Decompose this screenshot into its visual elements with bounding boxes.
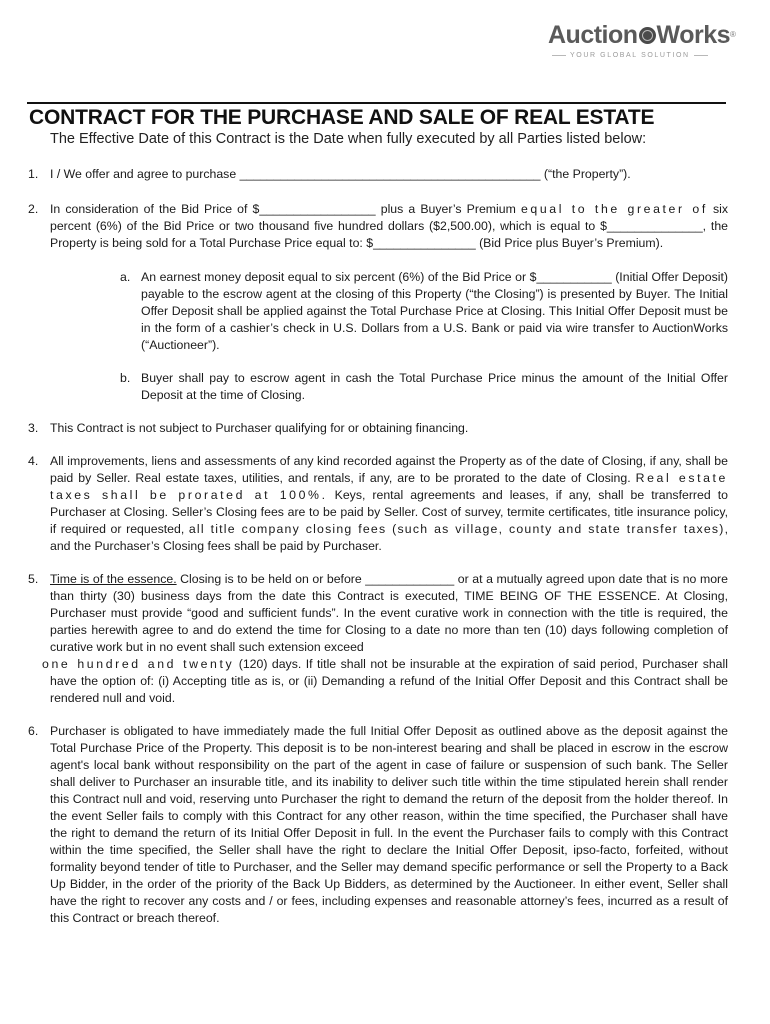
clause-6 — [28, 723, 728, 927]
clause-text: I / We offer and agree to purchase ____________________________________________ (“the Property”). — [50, 167, 631, 181]
clause-text: , and the Purchaser’s Closing fees shall be paid by Purchaser. — [50, 522, 728, 553]
globe-icon — [639, 27, 656, 44]
document-title: CONTRACT FOR THE PURCHASE AND SALE OF REAL ESTATE — [29, 106, 655, 129]
clause-text: In consideration of the Bid Price of $_________________ plus a Buyer’s Premium — [50, 202, 521, 216]
tagline-line — [694, 55, 708, 56]
clause-text: (120) days. If title shall not be insurable at the expiration of said period, Purchaser shall have the option of: (i) Accepting title as is, or (ii) Demanding a refund of the Initial Offer Deposit and this Contract shall be rendered null and void. — [50, 657, 728, 705]
document-subtitle: The Effective Date of this Contract is the Date when fully executed by all Parties listed below: — [50, 131, 647, 147]
clause-spaced-text: all title company closing fees (such as village, county and state transfer taxes) — [188, 522, 725, 536]
logo-name-part: Auction — [548, 21, 638, 49]
auctionworks-logo — [548, 21, 736, 59]
clause-spaced-text: one hundred and twenty — [42, 657, 235, 671]
clause-text: Keys, rental agreements and leases, if any, shall be transferred to Purchaser at Closing. Seller’s Closing fees are to be paid by Seller. Cost of survey, termite certificates, title insurance policy, if required or requested, — [50, 488, 728, 536]
clause-2b — [28, 370, 728, 404]
logo-name-part: Works — [656, 21, 730, 49]
clause-3 — [28, 420, 728, 437]
clause-1 — [28, 166, 728, 183]
clause-text: An earnest money deposit equal to six percent (6%) of the Bid Price or $___________ (Initial Offer Deposit) payable to the escrow agent at the closing of this Property (“the Closing”) is presented by Buyer. The Initial Offer Deposit shall be applied against the Total Purchase Price at Closing. This Initial Offer Deposit must be in the form of a cashier’s check in U.S. Dollars from a U.S. Bank or paid via wire transfer to AuctionWorks (“Auctioneer”). — [141, 270, 728, 352]
clause-number: 5. — [28, 572, 39, 586]
clause-text: six percent (6%) of the Bid Price or two thousand five hundred dollars ($2,500.00), which is equal to $______________, the Property is being sold for a Total Purchase Price equal to: $_______________ (Bid Price plus Buyer’s Premium). — [50, 202, 728, 250]
clause-heading: Time is of the essence. — [50, 572, 177, 586]
clause-number: 4. — [28, 454, 39, 468]
title-rule — [27, 102, 726, 104]
contract-clauses — [28, 166, 728, 927]
clause-number: 3. — [28, 421, 39, 435]
clause-text: Buyer shall pay to escrow agent in cash the Total Purchase Price minus the amount of the Initial Offer Deposit at the time of Closing. — [141, 371, 728, 402]
clause-spaced-text: equal to the greater of — [520, 202, 708, 216]
clause-number: 2. — [28, 202, 39, 216]
clause-text: Purchaser is obligated to have immediately made the full Initial Offer Deposit as outlined above as the deposit against the Total Purchase Price of the Property. This deposit is to be non-interest bearing and shall be placed in escrow in the escrow agent's local bank without responsibility on the part of the agent in case of failure or suspension of such bank. The Seller shall deliver to Purchaser an insurable title, and its inability to deliver such title within the time stipulated herein shall render this Contract null and void, reserving unto Purchaser the right to demand the return of the deposit from the holder thereof. In the event Seller fails to comply with this Contract for any other reason, within the time specified, the Purchaser shall have the right to demand the return of its Initial Offer Deposit in full. In the event the Purchaser fails to comply with this Contract within the time specified, the Seller shall have the right to declare the Initial Offer Deposit, ipso-facto, forfeited, without formality beyond tender of title to Purchaser, and the Seller may demand specific performance or sell the Property to a Back Up Bidder, in the order of the priority of the Back Up Bidders, as determined by the Auctioneer. In either event, Seller shall have the right to recover any costs and / or fees, including expenses and reasonable attorney’s fees, incurred as a result of this Contract or breach thereof. — [50, 724, 728, 925]
logo-tagline: YOUR GLOBAL SOLUTION — [570, 52, 690, 59]
logo-wordmark — [548, 21, 736, 49]
clause-5 — [28, 571, 728, 707]
clause-text: All improvements, liens and assessments of any kind recorded against the Property as of the date of Closing, if any, shall be paid by Seller. Real estate taxes, utilities, and rentals, if any, are to be prorated to the date of Closing. — [50, 454, 728, 485]
clause-number: 6. — [28, 724, 39, 738]
logo-trademark: ® — [730, 30, 736, 39]
subclause-letter: a. — [120, 270, 131, 284]
logo-tagline-row — [548, 52, 710, 59]
clause-2 — [28, 201, 728, 252]
clause-text: Closing is to be held on or before _____________ or at a mutually agreed upon date that is no more than thirty (30) business days from the date this Contract is executed, TIME BEING OF THE ESSENCE. At Closing, Purchaser must provide “good and sufficient funds”. In the event curative work in connection with the title is required, the parties herewith agree to and do extend the time for Closing to a date no more than ten (10) days following completion of curative work but in no event shall such extension exceed — [50, 572, 728, 654]
clause-4 — [28, 453, 728, 555]
tagline-line — [552, 55, 566, 56]
clause-number: 1. — [28, 167, 39, 181]
clause-2a — [28, 269, 728, 354]
clause-spaced-text: Real estate taxes shall be prorated at 100%. — [50, 471, 728, 502]
subclause-letter: b. — [120, 371, 131, 385]
clause-text: This Contract is not subject to Purchaser qualifying for or obtaining financing. — [50, 421, 469, 435]
